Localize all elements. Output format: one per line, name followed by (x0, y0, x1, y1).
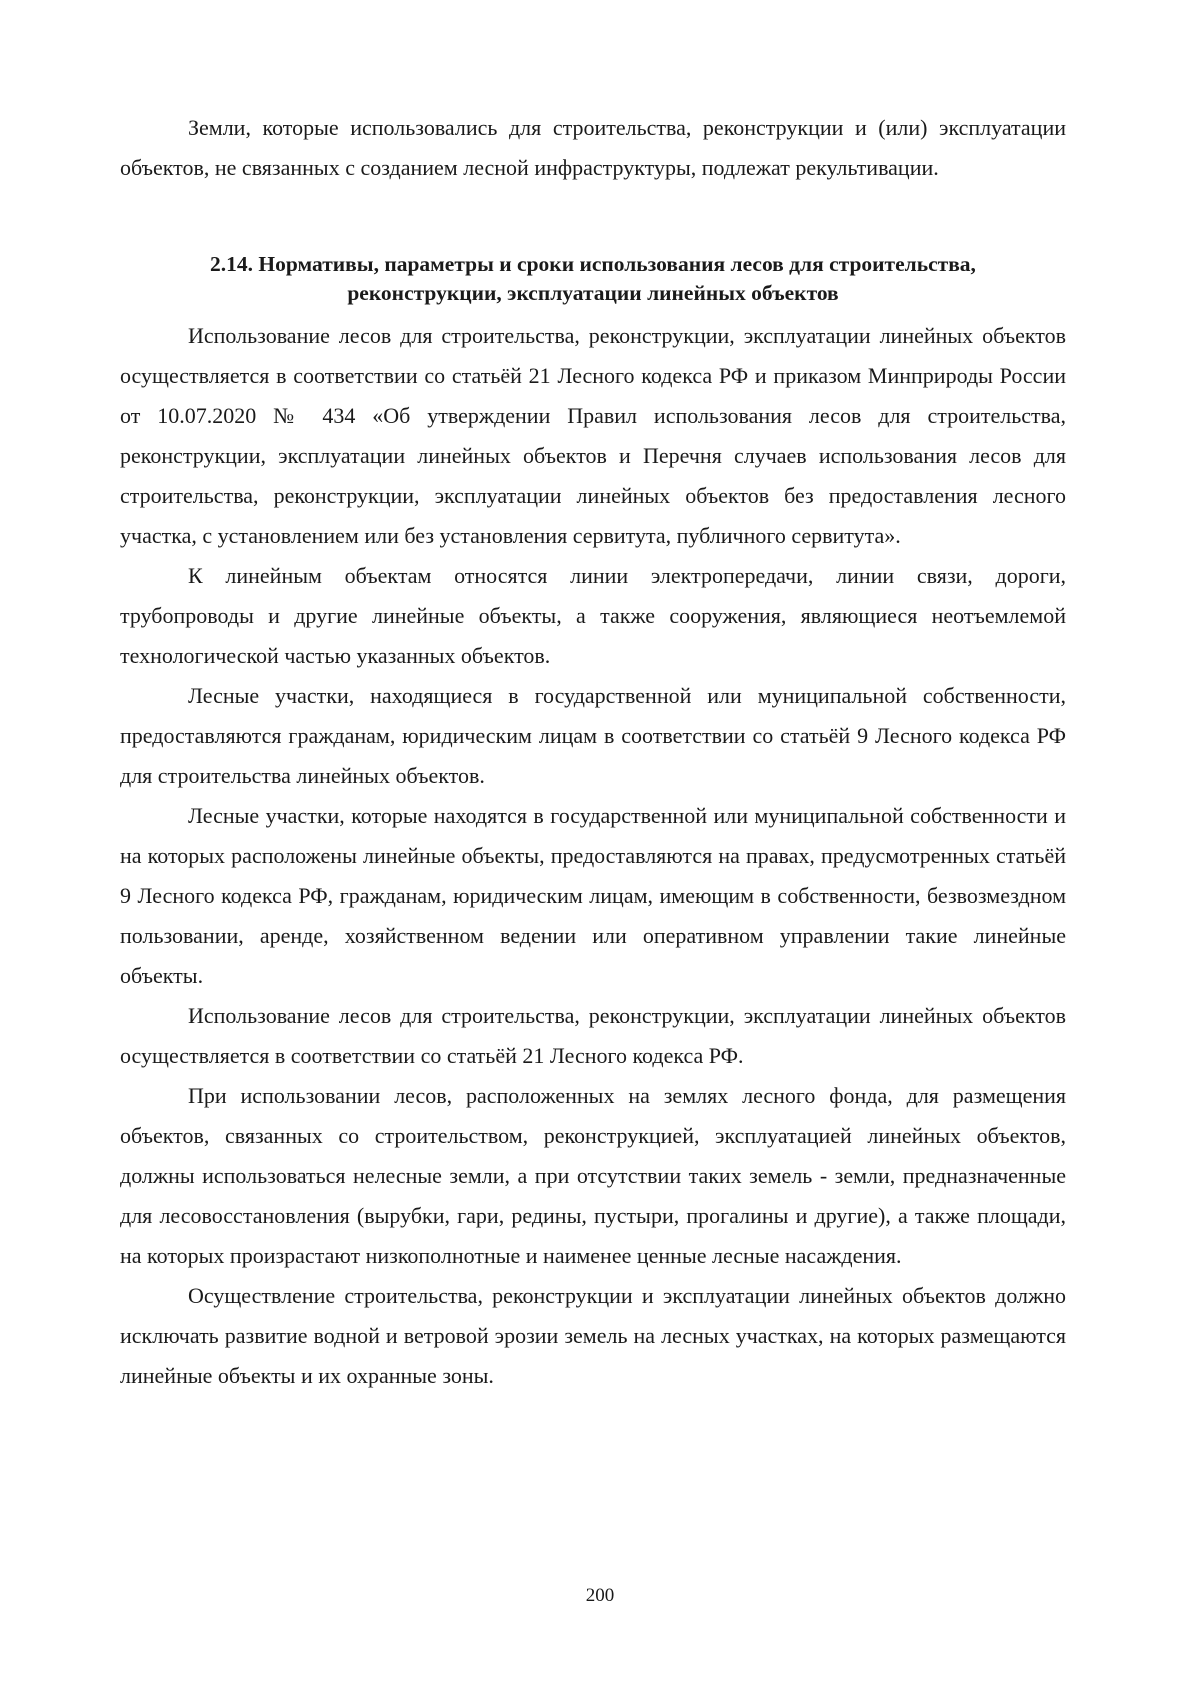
body-paragraph-3: Лесные участки, находящиеся в государственной или муниципальной собственности, предоставляются гражданам, юридическим лицам в соответствии со статьёй 9 Лесного кодекса РФ для строительства линейных объектов. (120, 683, 1066, 788)
section-body (120, 316, 1066, 1396)
section-heading-line-1: 2.14. Нормативы, параметры и сроки использования лесов для строительства, (210, 252, 976, 276)
body-paragraph-7: Осуществление строительства, реконструкции и эксплуатации линейных объектов должно исключать развитие водной и ветровой эрозии земель на лесных участках, на которых размещаются линейные объекты и их охранные зоны. (120, 1283, 1066, 1388)
body-paragraph-4: Лесные участки, которые находятся в государственной или муниципальной собственности и на которых расположены линейные объекты, предоставляются на правах, предусмотренных статьёй 9 Лесного кодекса РФ, гражданам, юридическим лицам, имеющим в собственности, безвозмездном пользовании, аренде, хозяйственном ведении или оперативном управлении такие линейные объекты. (120, 803, 1066, 988)
section-heading-line-2: реконструкции, эксплуатации линейных объектов (347, 281, 839, 305)
intro-section (120, 108, 1066, 188)
intro-paragraph: Земли, которые использовались для строительства, реконструкции и (или) эксплуатации объектов, не связанных с созданием лесной инфраструктуры, подлежат рекультивации. (120, 115, 1066, 180)
body-paragraph-2: К линейным объектам относятся линии электропередачи, линии связи, дороги, трубопроводы и другие линейные объекты, а также сооружения, являющиеся неотъемлемой технологической частью указанных объектов. (120, 563, 1066, 668)
body-paragraph-5: Использование лесов для строительства, реконструкции, эксплуатации линейных объектов осуществляется в соответствии со статьёй 21 Лесного кодекса РФ. (120, 1003, 1066, 1068)
body-paragraph-6: При использовании лесов, расположенных на землях лесного фонда, для размещения объектов, связанных со строительством, реконструкцией, эксплуатацией линейных объектов, должны использоваться нелесные земли, а при отсутствии таких земель - земли, предназначенные для лесовосстановления (вырубки, гари, редины, пустыри, прогалины и другие), а также площади, на которых произрастают низкополнотные и наименее ценные лесные насаждения. (120, 1083, 1066, 1268)
page-number: 200 (585, 1585, 615, 1606)
body-paragraph-1: Использование лесов для строительства, реконструкции, эксплуатации линейных объектов осуществляется в соответствии со статьёй 21 Лесного кодекса РФ и приказом Минприроды России от 10.07.2020 № 434 «Об утверждении Правил использования лесов для строительства, реконструкции, эксплуатации линейных объектов и Перечня случаев использования лесов для строительства, реконструкции, эксплуатации линейных объектов без предоставления лесного участка, с установлением или без установления сервитута, публичного сервитута». (120, 323, 1066, 548)
section-heading (120, 250, 1066, 308)
